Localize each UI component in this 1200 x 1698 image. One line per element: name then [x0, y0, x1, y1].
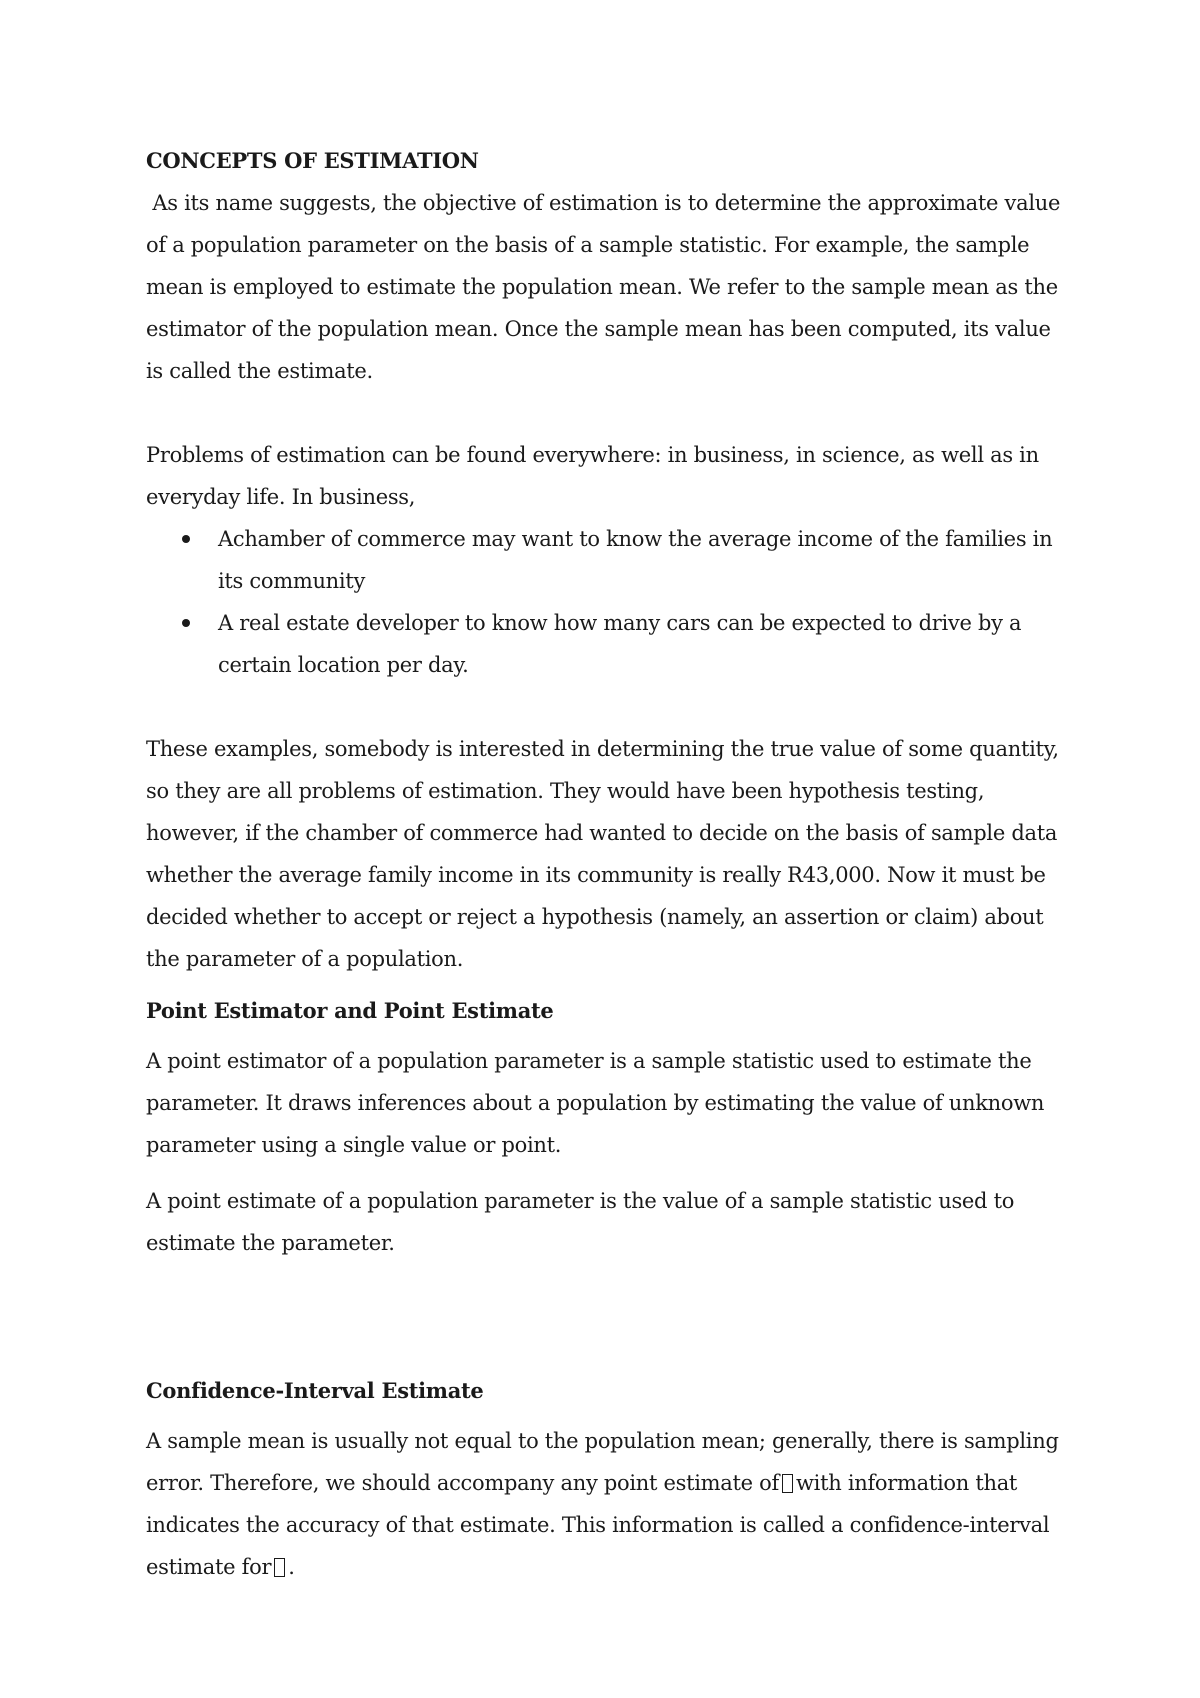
document-title: CONCEPTS OF ESTIMATION — [146, 148, 479, 173]
spacer — [146, 686, 1066, 728]
missing-symbol-icon — [782, 1474, 793, 1493]
bullet-icon — [182, 535, 190, 543]
section-heading-point: Point Estimator and Point Estimate — [146, 998, 554, 1023]
list-item — [146, 602, 1066, 686]
list-item-text: Achamber of commerce may want to know the average income of the families in its community — [218, 527, 1053, 593]
problems-paragraph: Problems of estimation can be found everywhere: in business, in science, as well as in everyday life. In business, — [146, 443, 1039, 509]
point-estimator-paragraph: A point estimator of a population parameter is a sample statistic used to estimate the parameter. It draws inferences about a population by estimating the value of unknown parameter using a single value or point. — [146, 1049, 1045, 1157]
spacer — [146, 1166, 1066, 1180]
list-item — [146, 518, 1066, 602]
spacer — [146, 392, 1066, 434]
missing-symbol-icon — [274, 1558, 285, 1577]
ci-text-2: with information that indicates the accuracy of that estimate. This information is called a confidence-interval estimate for — [146, 1471, 1050, 1579]
point-estimate-paragraph: A point estimate of a population parameter is the value of a sample statistic used to estimate the parameter. — [146, 1189, 1015, 1255]
examples-paragraph: These examples, somebody is interested in determining the true value of some quantity, so they are all problems of estimation. They would have been hypothesis testing, however, if the chamber of commerce had wanted to decide on the basis of sample data whether the average family income in its community is really R43,000. Now it must be decided whether to accept or reject a hypothesis (namely, an assertion or claim) about the parameter of a population. — [146, 737, 1059, 971]
document-body — [146, 140, 1066, 1588]
spacer — [146, 1264, 1066, 1360]
section-heading-ci: Confidence-Interval Estimate — [146, 1378, 484, 1403]
intro-paragraph: As its name suggests, the objective of estimation is to determine the approximate value of a population parameter on the basis of a sample statistic. For example, the sample mean is employed to estimate the population mean. We refer to the sample mean as the estimator of the population mean. Once the sample mean has been computed, its value is called the estimate. — [146, 191, 1067, 383]
ci-paragraph — [146, 1420, 1066, 1588]
ci-text-3: . — [288, 1555, 295, 1579]
list-item-text: A real estate developer to know how many cars can be expected to drive by a certain location per day. — [218, 611, 1022, 677]
ci-text-1: A sample mean is usually not equal to the population mean; generally, there is sampling error. Therefore, we should accompany any point estimate of — [146, 1429, 1059, 1495]
examples-list — [146, 518, 1066, 686]
bullet-icon — [182, 619, 190, 627]
